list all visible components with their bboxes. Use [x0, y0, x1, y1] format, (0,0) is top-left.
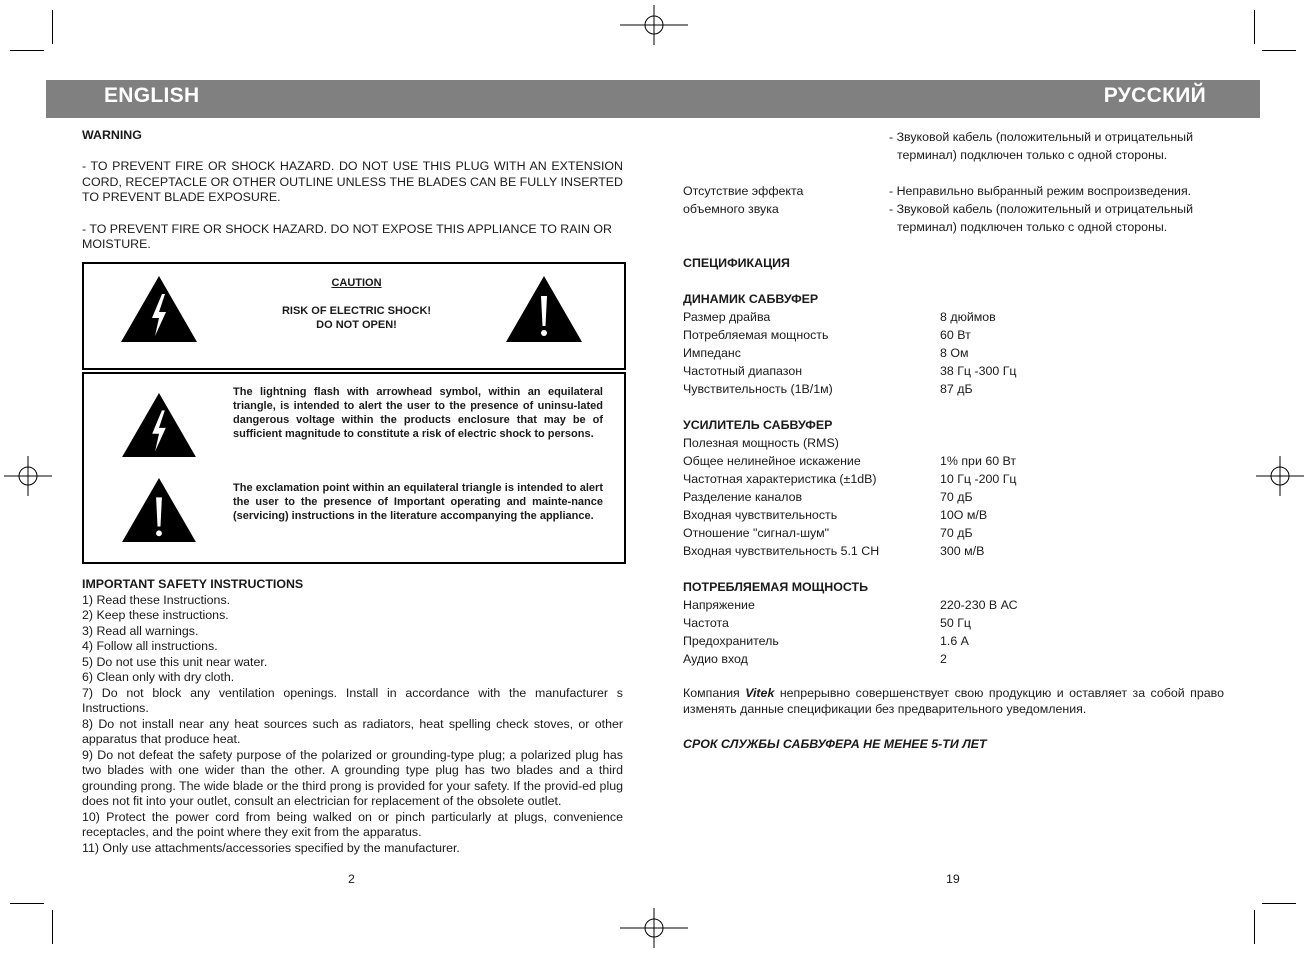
- power-title: ПОТРЕБЛЯЕМАЯ МОЩНОСТЬ: [683, 580, 869, 594]
- spec-row: [683, 614, 1224, 632]
- spec-row: [683, 488, 1224, 506]
- spec-value: 50 Гц: [940, 616, 972, 630]
- spec-row: [683, 326, 1224, 344]
- spec-label: Предохранитель: [683, 634, 779, 648]
- company-notice-post: непрерывно совершенствует свою продукцию и оставляет за собой право изменять данные спецификации без предварительного уведомления.: [683, 686, 1224, 716]
- driver-title: ДИНАМИК САБВУФЕР: [683, 292, 819, 306]
- warning-title: WARNING: [82, 128, 142, 142]
- crop-mark: [52, 910, 53, 944]
- list-item: 11) Only use attachments/accessories specified by the manufacturer.: [82, 840, 460, 855]
- registration-mark: [620, 0, 688, 59]
- spec-label: Потребляемая мощность: [683, 328, 829, 342]
- spec-row: [683, 452, 1224, 470]
- lightning-warning-icon: [119, 274, 199, 344]
- spec-value: 60 Вт: [940, 328, 971, 342]
- spec-label: Входная чувствительность: [683, 508, 838, 522]
- header-russian: РУССКИЙ: [1103, 84, 1206, 107]
- warning-text-1: - TO PREVENT FIRE OR SHOCK HAZARD. DO NOT USE THIS PLUG WITH AN EXTENSION CORD, RECEPTACLE OR OTHER OUTLINE UNLESS THE BLADES CAN BE FULLY INSERTED TO PREVENT BLADE EXPOSURE.: [82, 159, 623, 205]
- spec-value: 87 дБ: [940, 382, 973, 396]
- list-item: 7) Do not block any ventilation openings. Install in accordance with the manufacturer s Instructions.: [82, 685, 623, 715]
- warning-text-2: - TO PREVENT FIRE OR SHOCK HAZARD. DO NOT EXPOSE THIS APPLIANCE TO RAIN OR MOISTURE.: [82, 221, 612, 252]
- registration-mark: [620, 894, 688, 962]
- warning-section: [82, 128, 623, 253]
- spec-row: [683, 596, 1224, 614]
- spec-label: Частота: [683, 616, 729, 630]
- trouble-cause-line-2: - Звуковой кабель (положительный и отрицательный: [889, 202, 1194, 216]
- spec-label: Отношение "сигнал-шум": [683, 526, 830, 540]
- header-english: ENGLISH: [104, 84, 200, 107]
- trouble-cause-line-3: терминал) подключен только с одной стороны.: [897, 220, 1168, 234]
- company-notice-pre: Компания: [683, 686, 746, 700]
- spec-title: СПЕЦИФИКАЦИЯ: [683, 256, 790, 270]
- caution-caption: [254, 276, 459, 332]
- list-item: 8) Do not install near any heat sources such as radiators, heat spelling check stoves, or other apparatus that produce heat.: [82, 716, 623, 746]
- trouble-row: [683, 182, 1224, 236]
- spec-label: Частотный диапазон: [683, 364, 803, 378]
- crop-mark: [1262, 50, 1296, 51]
- caution-title: CAUTION: [331, 277, 382, 289]
- spec-label: Напряжение: [683, 598, 755, 612]
- trouble-cause: [889, 182, 1224, 236]
- trouble-top-line-2: терминал) подключен только с одной стороны.: [897, 148, 1168, 162]
- exclamation-warning-icon: [120, 476, 198, 544]
- trouble-label: [683, 182, 883, 218]
- spec-row: [683, 308, 1224, 326]
- spec-label: Общее нелинейное искажение: [683, 454, 861, 468]
- crop-mark: [1254, 10, 1255, 44]
- spec-row: [683, 380, 1224, 398]
- list-item: 2) Keep these instructions.: [82, 608, 229, 622]
- trouble-label-line-1: Отсутствие эффекта: [683, 184, 804, 198]
- list-item: 5) Do not use this unit near water.: [82, 654, 268, 669]
- spec-label: Входная чувствительность 5.1 CH: [683, 544, 880, 558]
- service-life-note: СРОК СЛУЖБЫ САБВУФЕРА НЕ МЕНЕЕ 5-ТИ ЛЕТ: [683, 737, 987, 751]
- crop-mark: [1262, 903, 1296, 904]
- spec-value: 10О м/В: [940, 508, 988, 522]
- language-header-band: [46, 80, 1260, 118]
- trouble-top-line-1: - Звуковой кабель (положительный и отрицательный: [889, 130, 1194, 144]
- crop-mark: [10, 50, 44, 51]
- list-item: 4) Follow all instructions.: [82, 639, 218, 653]
- russian-section: [683, 128, 1224, 753]
- spec-value: 300 м/В: [940, 544, 985, 558]
- list-item: 3) Read all warnings.: [82, 623, 199, 638]
- spec-row: [683, 650, 1224, 668]
- crop-mark: [52, 10, 53, 44]
- list-item: 6) Clean only with dry cloth.: [82, 670, 235, 684]
- spec-row: [683, 344, 1224, 362]
- registration-mark: [0, 442, 62, 510]
- caution-box: [82, 262, 626, 370]
- safety-instructions: [82, 577, 623, 856]
- spec-value: 1% при 60 Вт: [940, 454, 1017, 468]
- spec-row: [683, 470, 1224, 488]
- trouble-top: [889, 128, 1224, 164]
- spec-label: Частотная характеристика (±1dB): [683, 472, 877, 486]
- caution-line-1: RISK OF ELECTRIC SHOCK!: [281, 305, 432, 317]
- symbol-explanation-box: [82, 372, 626, 564]
- spec-label: Чувствительность (1В/1м): [683, 382, 833, 396]
- exclamation-explanation: The exclamation point within an equilateral triangle is intended to alert the user to the presence of Important operating and mainte-nance (servicing) instructions in the literature accompanying the appliance.: [233, 482, 603, 522]
- spec-label: Аудио вход: [683, 652, 748, 666]
- crop-mark: [1254, 910, 1255, 944]
- safety-title: IMPORTANT SAFETY INSTRUCTIONS: [82, 577, 304, 591]
- spec-label: Размер драйва: [683, 310, 771, 324]
- amp-title: УСИЛИТЕЛЬ САБВУФЕР: [683, 418, 833, 432]
- registration-mark: [1246, 442, 1308, 510]
- spec-row: [683, 524, 1224, 542]
- caution-line-2: DO NOT OPEN!: [316, 319, 397, 331]
- trouble-cause-line-1: - Неправильно выбранный режим воспроизведения.: [889, 184, 1192, 198]
- trouble-label-line-2: объемного звука: [683, 202, 779, 216]
- crop-mark: [10, 903, 44, 904]
- spec-value: 220-230 В АС: [940, 598, 1018, 612]
- lightning-explanation: The lightning flash with arrowhead symbol, within an equilateral triangle, is intended to alert the user to the presence of uninsu-lated dangerous voltage within the products enclosure that may be of sufficient magnitude to constitute a risk of electric shock to persons.: [233, 386, 603, 440]
- spec-value: 8 Ом: [940, 346, 969, 360]
- spec-label: Импеданс: [683, 346, 741, 360]
- spec-value: 70 дБ: [940, 526, 973, 540]
- spec-row: [683, 542, 1224, 560]
- list-item: 1) Read these Instructions.: [82, 592, 231, 607]
- spec-value: 1.6 А: [940, 634, 969, 648]
- list-item: 9) Do not defeat the safety purpose of the polarized or grounding-type plug; a polarized plug has two blades with one wider than the other. A grounding type plug has two blades and a third grounding prong. The wide blade or the third prong is provided for your safety. If the provid-ed plug does not fit into your outlet, consult an electrician for replacement of the obsolete outlet.: [82, 747, 623, 808]
- company-notice: [683, 686, 1224, 717]
- spec-row: [683, 362, 1224, 380]
- spec-row: [683, 434, 1224, 452]
- spec-row: [683, 506, 1224, 524]
- spec-label: Разделение каналов: [683, 490, 803, 504]
- exclamation-warning-icon: [504, 274, 584, 344]
- spec-value: 2: [940, 652, 947, 666]
- spec-label: Полезная мощность (RMS): [683, 436, 839, 450]
- spec-value: 10 Гц -200 Гц: [940, 472, 1017, 486]
- spec-value: 70 дБ: [940, 490, 973, 504]
- page-number-right: 19: [946, 872, 960, 886]
- page-number-left: 2: [348, 872, 355, 886]
- spec-value: 38 Гц -300 Гц: [940, 364, 1017, 378]
- lightning-warning-icon: [120, 391, 198, 459]
- list-item: 10) Protect the power cord from being walked on or pinch particularly at plugs, convenience receptacles, and the point where they exit from the apparatus.: [82, 809, 623, 839]
- spec-row: [683, 632, 1224, 650]
- spec-value: 8 дюймов: [940, 310, 996, 324]
- company-brand: Vitek: [745, 686, 775, 700]
